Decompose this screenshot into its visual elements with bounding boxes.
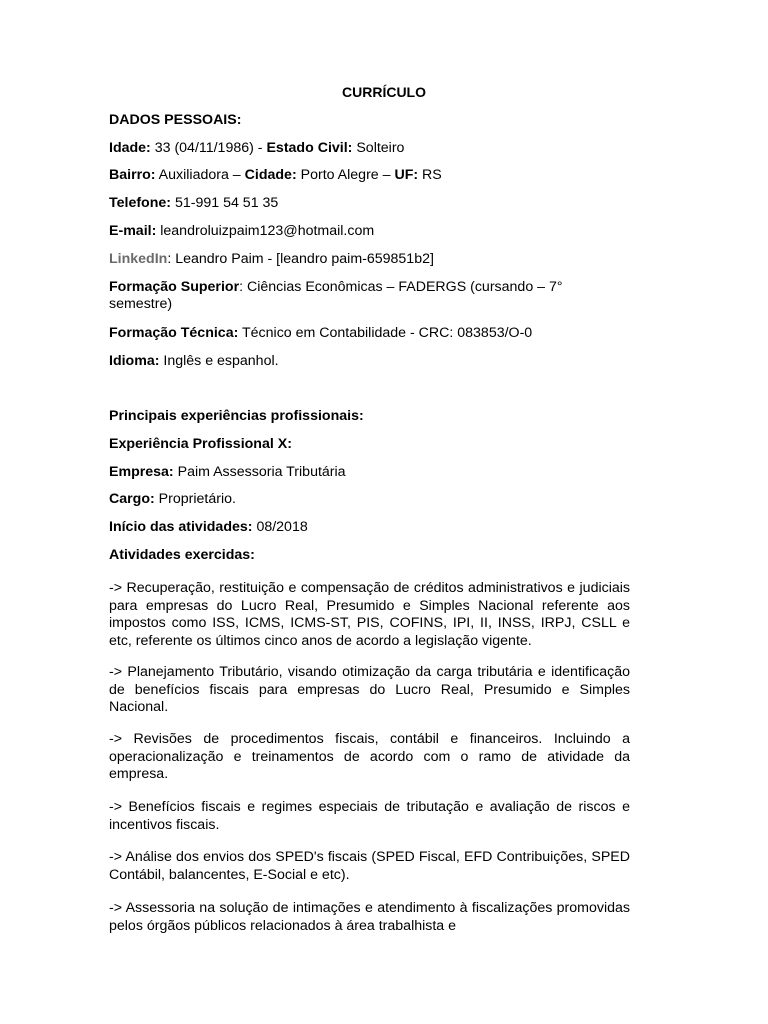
formacao-tecnica-label: Formação Técnica: <box>109 325 239 341</box>
estado-civil-value: Solteiro <box>352 140 405 156</box>
linkedin-label: LinkedIn <box>109 251 168 267</box>
formacao-tecnica-line <box>109 325 661 342</box>
activity-paragraph: -> Assessoria na solução de intimações e atendimento à fiscalizações promovidas pelos órgãos públicos relacionados à área trabalhista e <box>109 900 630 934</box>
inicio-label: Início das atividades: <box>109 519 253 535</box>
email-label: E-mail: <box>109 223 157 239</box>
activity-paragraph: -> Análise dos envios dos SPED's fiscais (SPED Fiscal, EFD Contribuições, SPED Contábil, balancentes, E-Social e etc). <box>109 849 630 883</box>
empresa-line <box>109 464 661 481</box>
idade-line <box>109 140 661 157</box>
estado-civil-label: Estado Civil: <box>266 140 353 156</box>
cidade-label: Cidade: <box>244 167 297 183</box>
uf-label: UF: <box>394 167 419 183</box>
formacao-superior-line-2: semestre) <box>109 296 173 312</box>
inicio-value: 08/2018 <box>252 519 308 535</box>
uf-value: RS <box>418 167 442 183</box>
activity-paragraph: -> Planejamento Tributário, visando otimização da carga tributária e identificação de benefícios fiscais para empresas do Lucro Real, Presumido e Simples Nacional. <box>109 664 630 715</box>
email-line <box>109 223 661 240</box>
empresa-label: Empresa: <box>109 464 174 480</box>
telefone-value: 51-991 54 51 35 <box>171 195 279 211</box>
telefone-label: Telefone: <box>109 195 172 211</box>
personal-data-heading: DADOS PESSOAIS: <box>109 112 242 128</box>
idade-label: Idade: <box>109 140 151 156</box>
email-value: leandroluizpaim123@hotmail.com <box>156 223 375 239</box>
formacao-superior-line <box>109 279 661 296</box>
formacao-superior-label: Formação Superior <box>109 279 240 295</box>
document-title: CURRÍCULO <box>342 84 426 100</box>
bairro-value: Auxiliadora – <box>155 167 245 183</box>
linkedin-value: : Leandro Paim - [leandro paim-659851b2] <box>167 251 434 267</box>
experience-subheading: Experiência Profissional X: <box>109 436 292 452</box>
formacao-tecnica-value: Técnico em Contabilidade - CRC: 083853/O-0 <box>238 325 533 341</box>
idioma-line <box>109 353 661 370</box>
idade-value: 33 (04/11/1986) - <box>150 140 267 156</box>
cargo-label: Cargo: <box>109 491 155 507</box>
telefone-line <box>109 195 661 212</box>
inicio-line <box>109 519 661 536</box>
idioma-label: Idioma: <box>109 353 160 369</box>
experiences-heading: Principais experiências profissionais: <box>109 408 364 424</box>
activity-paragraph: -> Benefícios fiscais e regimes especiais de tributação e avaliação de riscos e incentivos fiscais. <box>109 799 630 833</box>
endereco-line <box>109 167 661 184</box>
activity-paragraph: -> Revisões de procedimentos fiscais, contábil e financeiros. Incluindo a operacionalização e treinamentos de acordo com o ramo de atividade da empresa. <box>109 731 630 782</box>
linkedin-line <box>109 251 661 268</box>
formacao-superior-value: : Ciências Econômicas – FADERGS (cursando – 7° <box>239 279 563 295</box>
empresa-value: Paim Assessoria Tributária <box>173 464 346 480</box>
bairro-label: Bairro: <box>109 167 156 183</box>
cargo-value: Proprietário. <box>154 491 236 507</box>
cidade-value: Porto Alegre – <box>296 167 395 183</box>
activity-paragraph: -> Recuperação, restituição e compensação de créditos administrativos e judiciais para empresas do Lucro Real, Presumido e Simples Nacional referente aos impostos como ISS, ICMS, ICMS-ST, PIS, COFINS, IPI, II, INSS, IRPJ, CSLL e etc, referente os últimos cinco anos de acordo a legislação vigente. <box>109 580 630 649</box>
idioma-value: Inglês e espanhol. <box>159 353 279 369</box>
cargo-line <box>109 491 661 508</box>
atividades-label: Atividades exercidas: <box>109 547 255 563</box>
